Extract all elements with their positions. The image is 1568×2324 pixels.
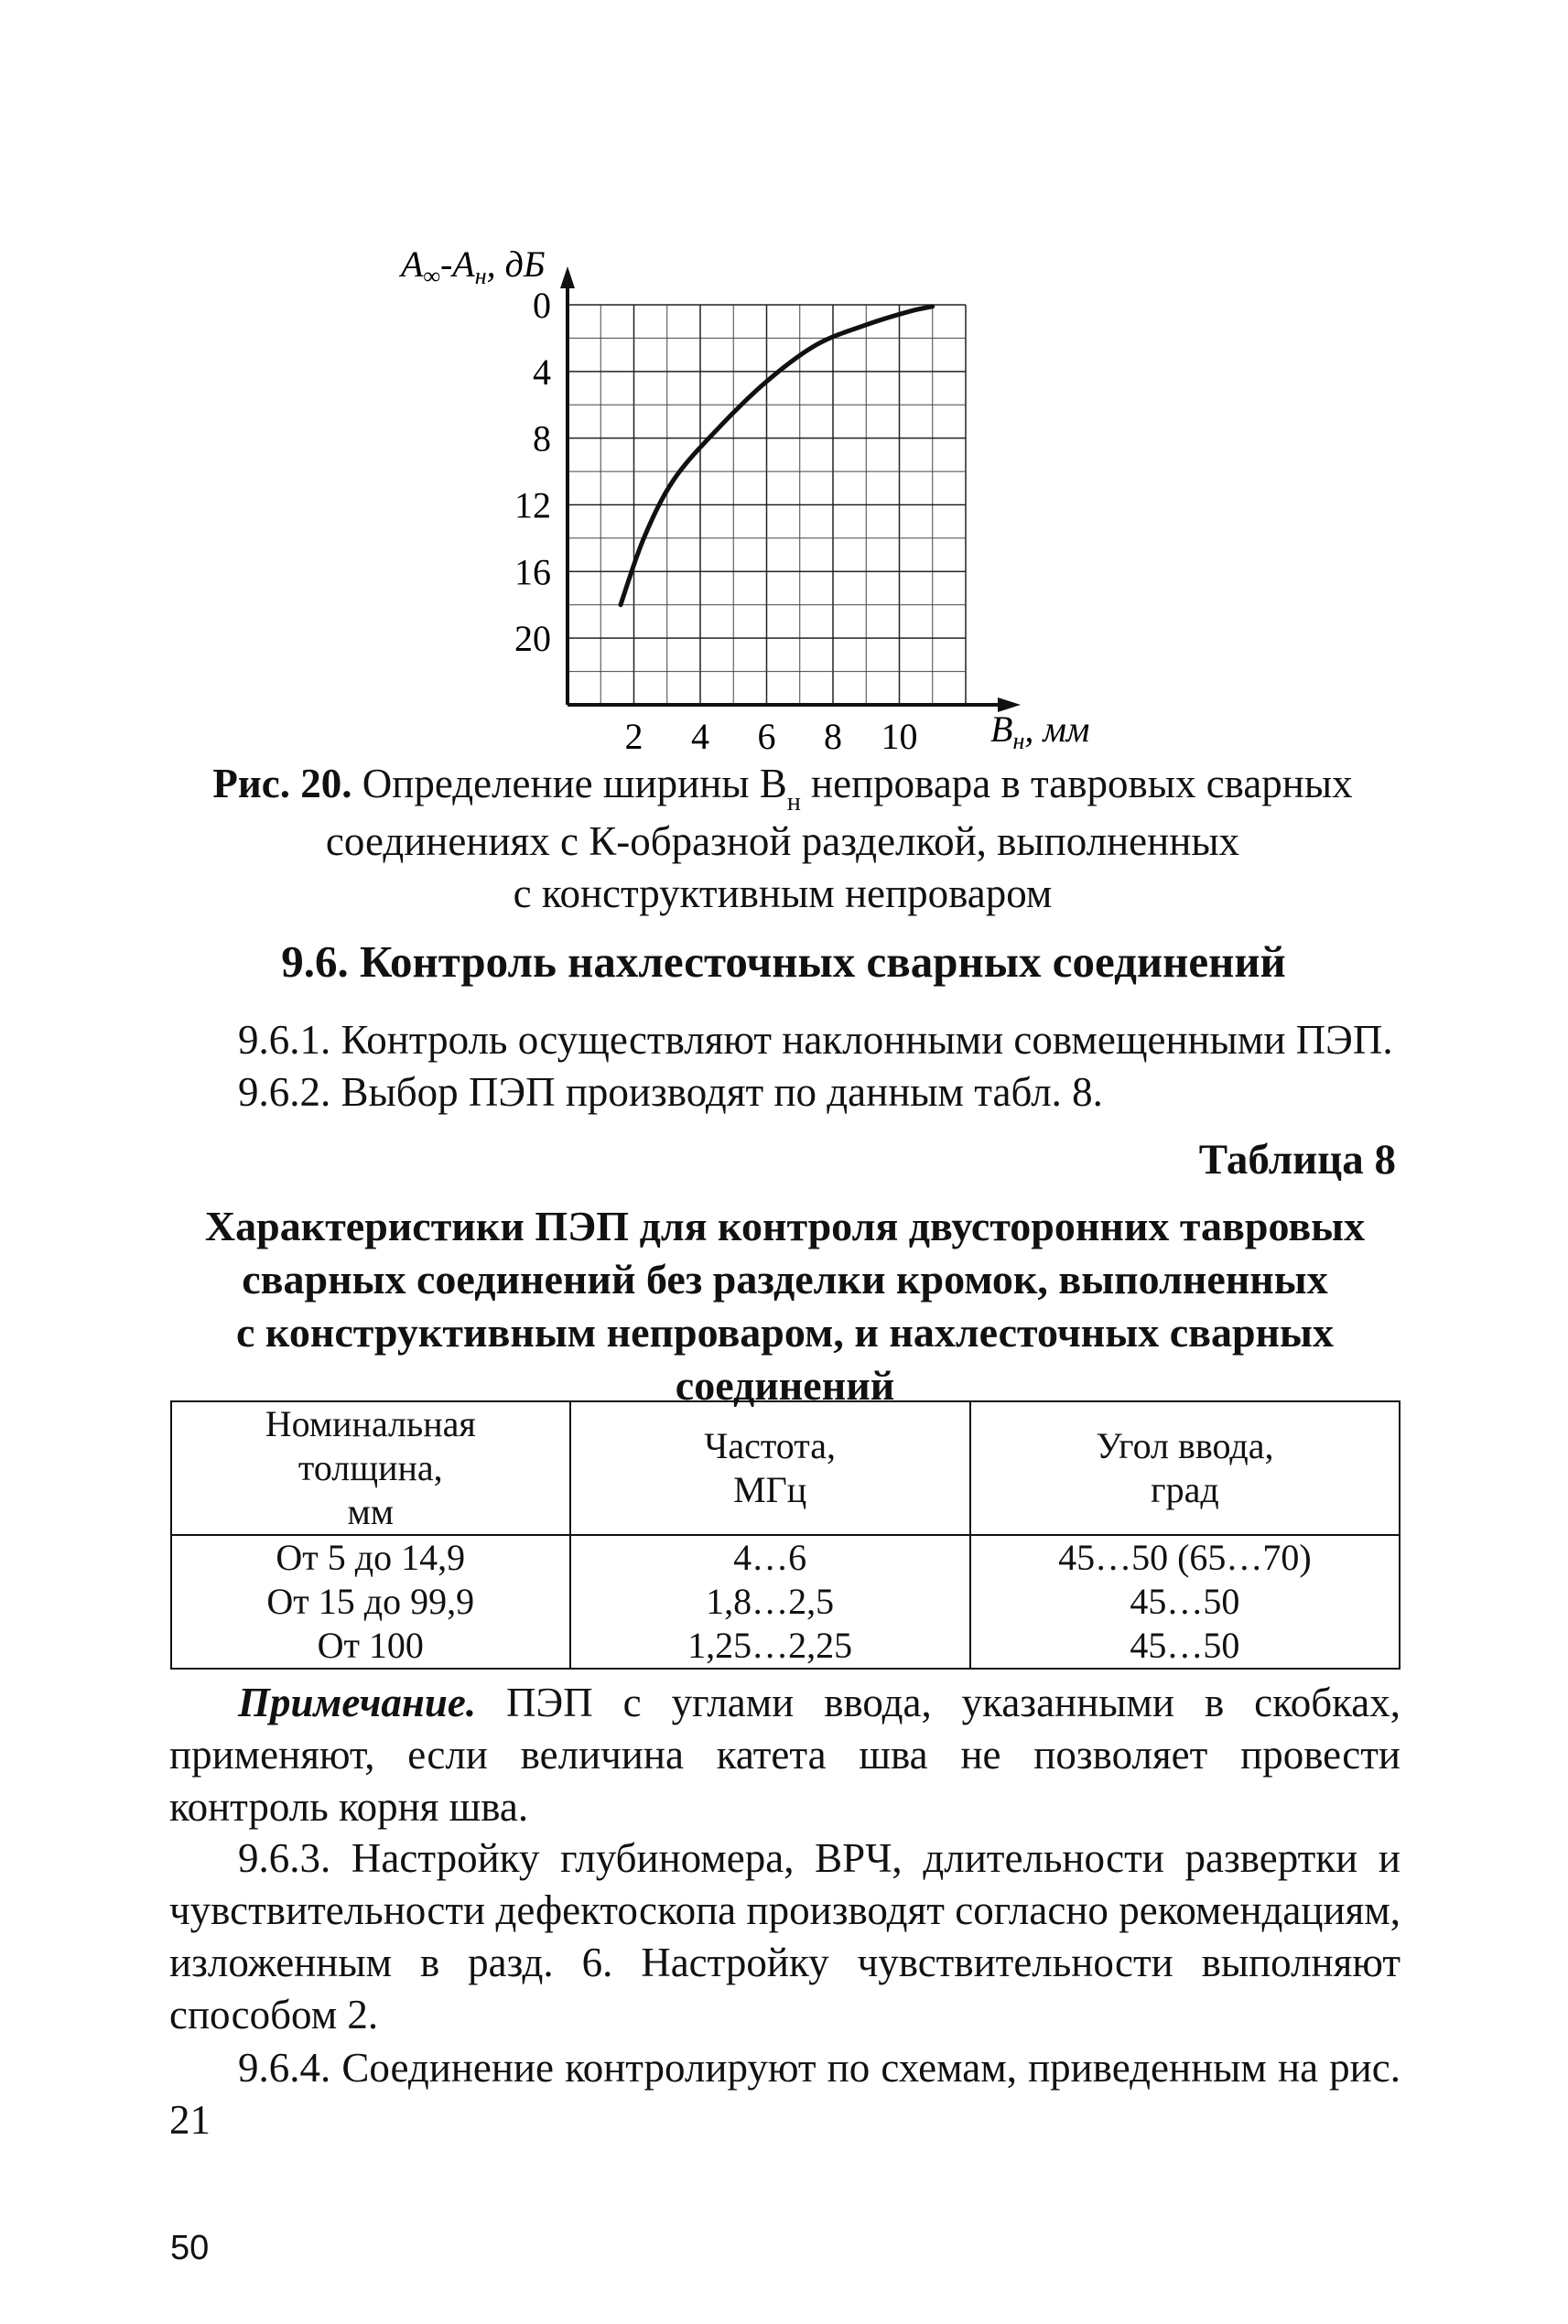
caption-number: Рис. 20.: [212, 761, 352, 806]
note-label: Примечание.: [238, 1680, 477, 1725]
cell-thickness: От 5 до 14,9: [171, 1535, 570, 1580]
chart-grid: [568, 305, 966, 705]
section-title: 9.6. Контроль нахлесточных сварных соединений: [281, 936, 1286, 987]
table-row: [171, 1535, 1400, 1580]
table-row: [171, 1580, 1400, 1624]
table-title: Характеристики ПЭП для контроля двусторонних тавровых сварных соединений без разделки кромок, выполненных с конструктивным непроваром, и нахлесточных сварных соединений: [204, 1203, 1366, 1409]
cell-angle: 45…50 (65…70): [970, 1535, 1400, 1580]
cell-thickness: От 15 до 99,9: [171, 1580, 570, 1624]
header-frequency: Частота, МГц: [570, 1401, 970, 1535]
table-8: [170, 1400, 1400, 1670]
y-tick-label: 0: [533, 285, 551, 326]
table-label: Таблица 8: [1198, 1136, 1396, 1184]
cell-frequency: 1,8…2,5: [570, 1580, 970, 1624]
y-tick-label: 8: [533, 417, 551, 459]
x-tick-label: 8: [824, 716, 842, 751]
y-tick-label: 12: [514, 484, 551, 526]
x-tick-label: 10: [881, 716, 918, 751]
paragraph-964: 9.6.4. Соединение контролируют по схемам, приведенным на рис. 21: [169, 2045, 1400, 2143]
y-axis-arrow: [560, 266, 575, 288]
y-tick-label: 20: [514, 618, 551, 660]
table-header-row: [171, 1401, 1400, 1535]
x-tick-label: 4: [691, 716, 709, 751]
y-axis-label: $A_\infty-A_н$, дБ: [401, 243, 546, 289]
paragraph-962: 9.6.2. Выбор ПЭП производят по данным табл. 8.: [238, 1069, 1103, 1115]
cell-frequency: 1,25…2,25: [570, 1624, 970, 1669]
figure-20-chart: [0, 0, 1568, 751]
paragraph-961: 9.6.1. Контроль осуществляют наклонными совмещенными ПЭП.: [238, 1017, 1393, 1063]
table-row: [171, 1624, 1400, 1669]
x-tick-label: 2: [624, 716, 643, 751]
chart-axes: [560, 266, 1021, 712]
header-angle: Угол ввода, град: [970, 1401, 1400, 1535]
cell-angle: 45…50: [970, 1580, 1400, 1624]
page-number: 50: [170, 2229, 210, 2267]
x-tick-labels: [625, 716, 918, 751]
cell-frequency: 4…6: [570, 1535, 970, 1580]
header-thickness: Номинальная толщина, мм: [171, 1401, 570, 1535]
cell-thickness: От 100: [171, 1624, 570, 1669]
table-note: Примечание. ПЭП с углами ввода, указанными в скобках, применяют, если величина катета шва не позволяет провести контроль корня шва.: [169, 1680, 1400, 1830]
x-tick-label: 6: [757, 716, 776, 751]
y-tick-label: 16: [514, 551, 551, 593]
x-axis-label: $B_н$, мм: [990, 708, 1090, 751]
cell-angle: 45…50: [970, 1624, 1400, 1669]
figure-caption: Рис. 20. Определение ширины $В_н$ непровара в тавровых сварных соединениях с К-образной разделкой, выполненных с конструктивным непроваром: [212, 761, 1353, 916]
y-tick-labels: [514, 285, 551, 659]
y-tick-label: 4: [533, 351, 551, 393]
paragraph-963: 9.6.3. Настройку глубиномера, ВРЧ, длительности развертки и чувствительности дефектоскопа производят согласно рекомендациям, изложенным в разд. 6. Настройку чувствительности выполняют способом 2.: [169, 1835, 1400, 2038]
